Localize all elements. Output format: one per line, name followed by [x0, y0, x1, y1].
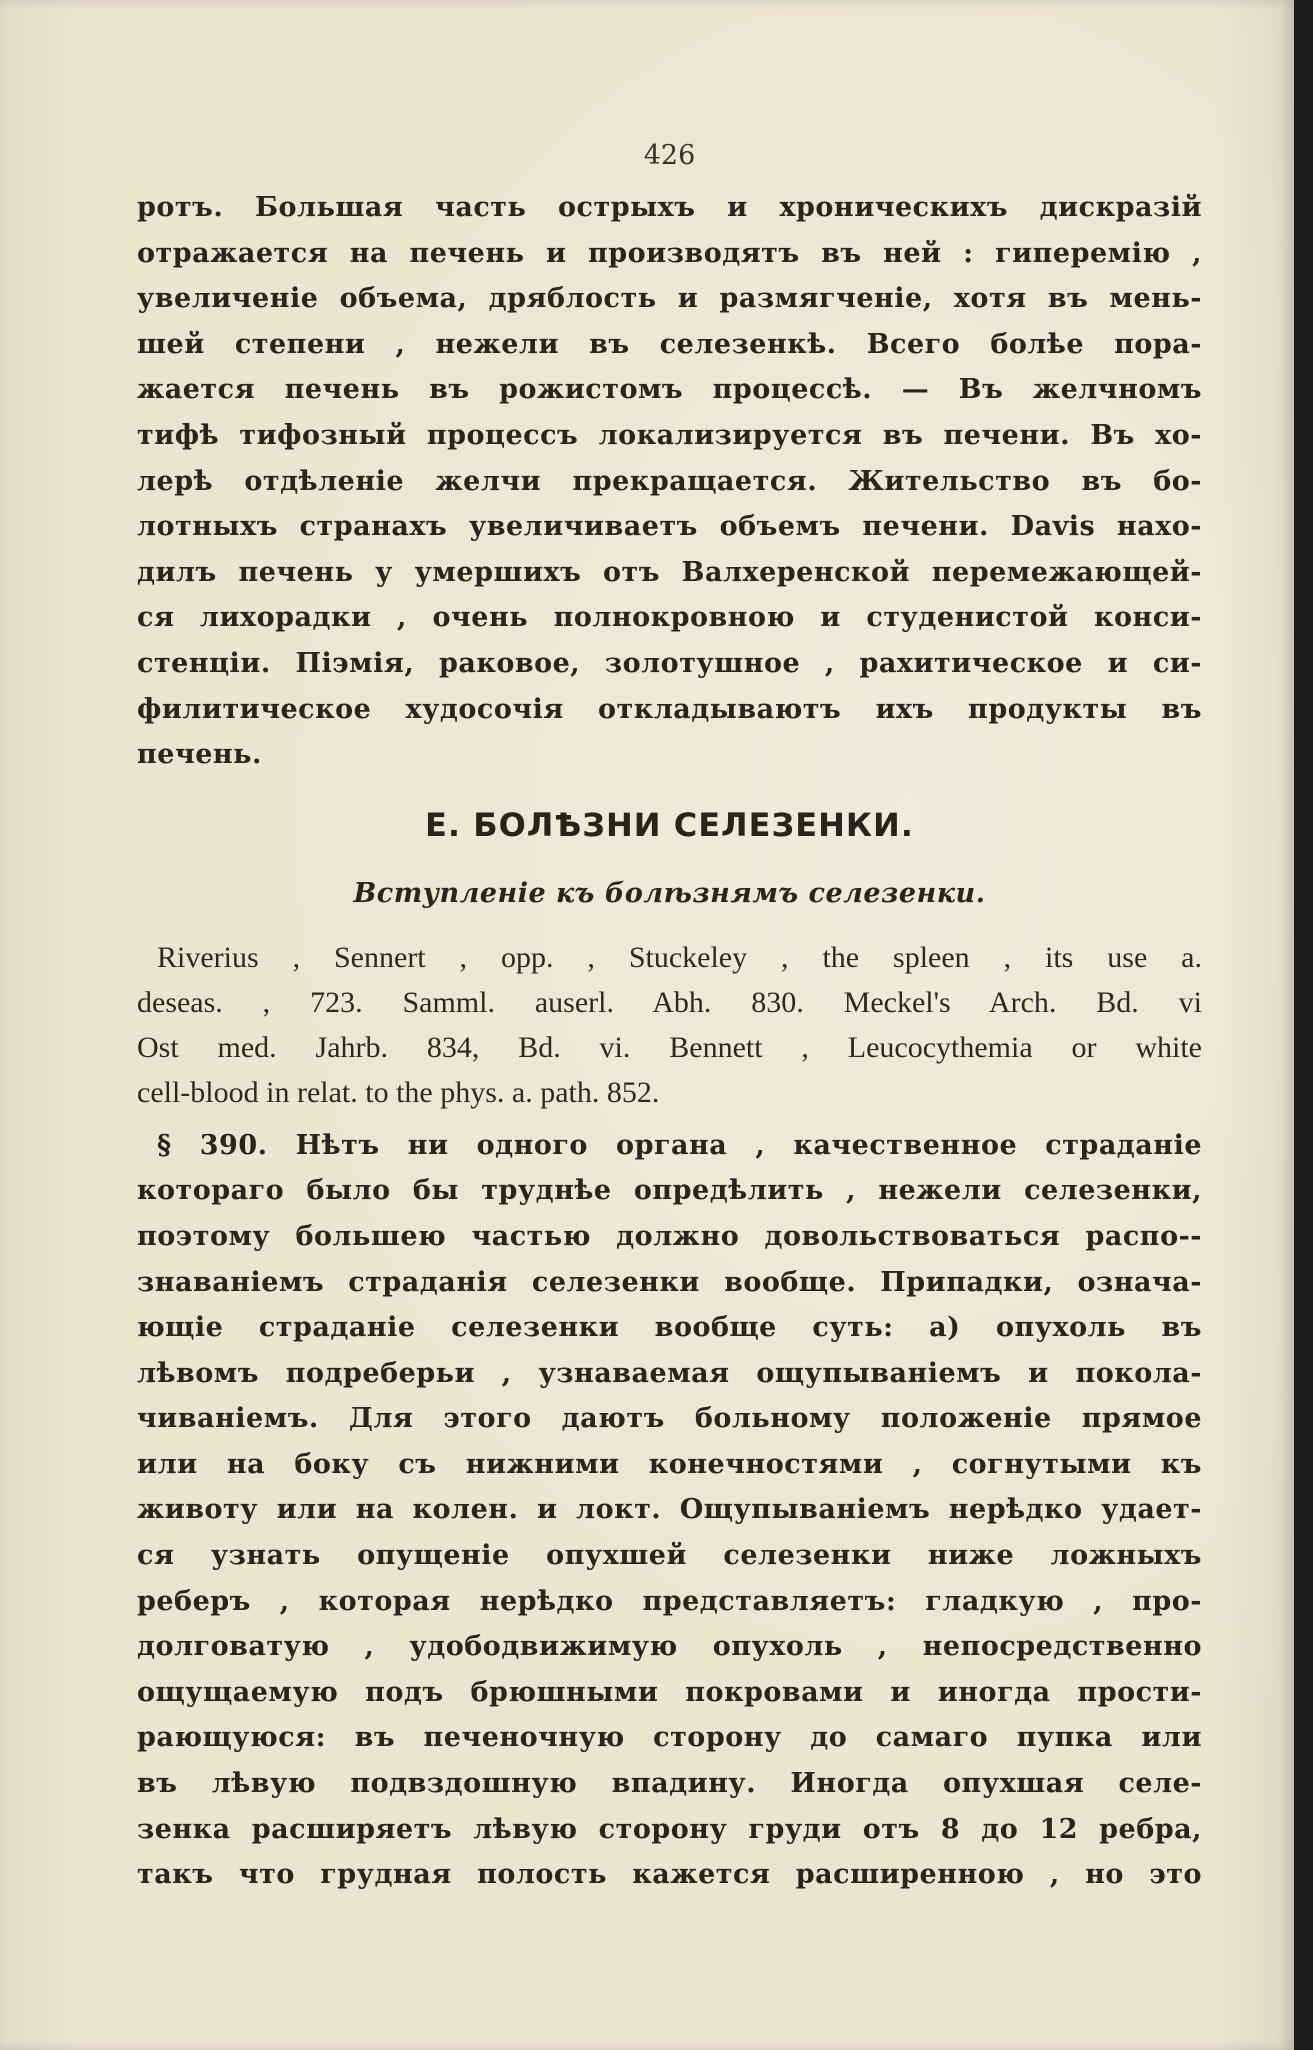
text-line: стенціи. Піэмія, раковое, золотушное , рахитическое и си- [137, 647, 1202, 679]
text-line: лерѣ отдѣленіе желчи прекращается. Жительство въ бо- [137, 465, 1202, 497]
subheading: Вступленіе къ болѣзнямъ селезенки. [353, 877, 986, 909]
text-line: въ лѣвую подвздошную впадину. Иногда опухшая селе- [137, 1768, 1202, 1800]
reference-line: cell-blood in relat. to the phys. a. path. 852. [137, 1075, 660, 1109]
text-line: лотныхъ странахъ увеличиваетъ объемъ печени. Davis нахо- [137, 511, 1202, 543]
text-line: ся лихорадки , очень полнокровною и студенистой конси- [137, 602, 1202, 634]
text-line: увеличеніе объема, дряблость и размягченіе, хотя въ мень- [137, 283, 1202, 315]
text-line: чиваніемъ. Для этого даютъ больному положеніе прямое [137, 1403, 1202, 1435]
text-line: реберъ , которая нерѣдко представляетъ: гладкую , про- [137, 1585, 1202, 1617]
text-line: ощущаемую подъ брюшными покровами и иногда прости- [137, 1676, 1202, 1708]
section-heading: Е. БОЛѢЗНИ СЕЛЕЗЕНКИ. [425, 805, 914, 844]
text-line: отражается на печень и производятъ въ ней : гиперемію , [137, 237, 1202, 269]
text-line: тифѣ тифозный процессъ локализируется въ печени. Въ хо- [137, 419, 1202, 451]
reference-line: Ost med. Jahrb. 834, Bd. vi. Bennett , Leucocythemia or white [137, 1030, 1202, 1064]
text-line: рающуюся: въ печеночную сторону до самаго пупка или [137, 1722, 1202, 1754]
text-line: такъ что грудная полость кажется расширенною , но это [137, 1859, 1202, 1891]
text-line: ющіе страданіе селезенки вообще суть: а) опухоль въ [137, 1312, 1202, 1344]
reference-line: deseas. , 723. Samml. auserl. Abh. 830. Meckel's Arch. Bd. vi [137, 985, 1202, 1019]
text-line: дилъ печень у умершихъ отъ Валхеренской перемежающей- [137, 556, 1202, 588]
text-line: поэтому большею частью должно довольствоваться распо-- [137, 1220, 1202, 1252]
text-line: долговатую , удободвижимую опухоль , непосредственно [137, 1631, 1202, 1663]
text-line: котораго было бы труднѣе опредѣлить , нежели селезенки, [137, 1175, 1202, 1207]
text-line: ротъ. Большая часть острыхъ и хроническихъ дискразій [137, 192, 1202, 223]
text-line: печень. [137, 739, 262, 771]
text-line: жается печень въ рожистомъ процессѣ. — Въ желчномъ [137, 374, 1202, 406]
text-line: зенка расширяетъ лѣвую сторону груди отъ 8 до 12 ребра, [137, 1813, 1202, 1845]
text-line: животу или на колен. и локт. Ощупываніемъ нерѣдко удает- [137, 1494, 1202, 1526]
text-line: или на боку съ нижними конечностями , согнутыми къ [137, 1448, 1202, 1480]
text-line: филитическое худосочія откладываютъ ихъ продукты въ [137, 693, 1202, 725]
text-line: ся узнать опущеніе опухшей селезенки ниже ложныхъ [137, 1540, 1202, 1572]
page-number: 426 [643, 140, 696, 171]
page-content [137, 140, 1202, 1898]
text-line: § 390. Нѣтъ ни одного органа , качественное страданіе [157, 1129, 1202, 1161]
references [137, 935, 1202, 1115]
text-line: знаваніемъ страданія селезенки вообще. Припадки, означа- [137, 1266, 1202, 1298]
paragraph-spleen [137, 1123, 1202, 1898]
text-line: шей степени , нежели въ селезенкѣ. Всего болѣе пора- [137, 328, 1202, 360]
paragraph-liver [137, 185, 1202, 778]
reference-line: Riverius , Sennert , opp. , Stuckeley , the spleen , its use a. [157, 940, 1202, 974]
text-line: лѣвомъ подреберьи , узнаваемая ощупываніемъ и покола- [137, 1357, 1202, 1389]
